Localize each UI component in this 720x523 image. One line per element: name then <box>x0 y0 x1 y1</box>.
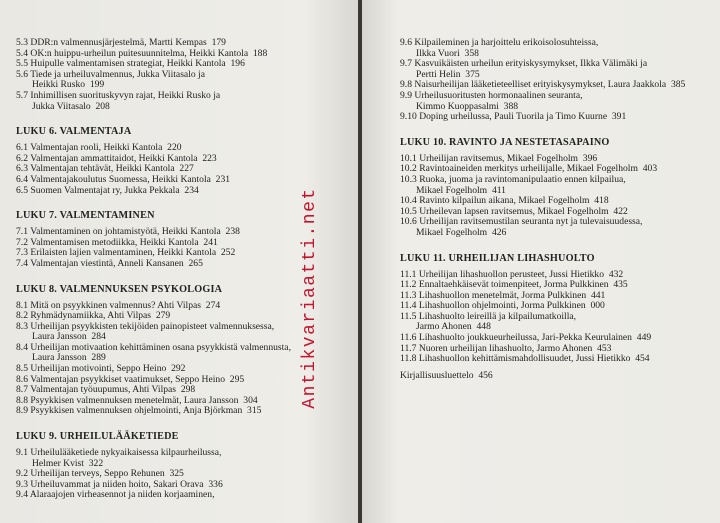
toc-entry-continuation: Mikael Fogelholm 411 <box>416 184 506 196</box>
toc-entry: 9.10 Doping urheilussa, Pauli Tuorila ja Timo Kuurne 391 <box>400 111 627 123</box>
toc-entry: 5.4 OK:n huippu-urheilun puitesuunnitelma, Heikki Kantola 188 <box>16 47 268 59</box>
toc-entry: 9.1 Urheilulääketiede nykyaikaisessa kilpaurheilussa, <box>16 447 222 459</box>
toc-entry: 9.7 Kasvuikäisten urheilun erityiskysymykset, Ilkka Välimäki ja <box>400 58 648 70</box>
toc-entry: 11.4 Lihashuollon ohjelmointi, Jorma Pulkkinen 000 <box>400 300 605 312</box>
toc-entry: 6.5 Suomen Valmentajat ry, Jukka Pekkala 234 <box>16 184 199 196</box>
toc-entry-continuation: Mikael Fogelholm 426 <box>416 226 507 238</box>
section-spacer <box>400 123 712 137</box>
toc-entry: 8.4 Urheilijan motivaation kehittäminen osana psyykkistä valmennusta, <box>16 341 291 353</box>
toc-entry: 11.6 Lihashuolto joukkueurheilussa, Jari-Pekka Keurulainen 449 <box>400 332 652 344</box>
toc-entry-continuation: Pertti Helin 375 <box>416 68 480 80</box>
toc-entry: 10.6 Urheilijan ravitsemustilan seuranta nyt ja tulevaisuudessa, <box>400 216 643 228</box>
toc-entry-continuation: Ilkka Vuori 358 <box>416 47 479 59</box>
toc-entry: 11.5 Lihashuolto leireillä ja kilpailumatkoilla, <box>400 310 577 322</box>
toc-entry: 11.7 Nuoren urheilijan lihashuolto, Jarmo Ahonen 453 <box>400 342 612 354</box>
toc-entry: 7.4 Valmentajan viestintä, Anneli Kansanen 265 <box>16 257 203 269</box>
toc-entry-continuation: Laura Jansson 284 <box>32 331 106 343</box>
toc-entry: 9.6 Kilpaileminen ja harjoittelu erikoisolosuhteissa, <box>400 37 599 48</box>
chapter-heading: LUKU 7. VALMENTAMINEN <box>16 210 155 222</box>
section-spacer <box>16 112 336 126</box>
toc-entry: 9.8 Naisurheilijan lääketieteelliset erityiskysymykset, Laura Jaakkola 385 <box>400 79 686 91</box>
toc-entry: 8.2 Ryhmädynamiikka, Ahti Vilpas 279 <box>16 310 171 322</box>
toc-right <box>400 38 712 381</box>
chapter-heading: LUKU 8. VALMENNUKSEN PSYKOLOGIA <box>16 283 223 295</box>
toc-entry: 11.1 Urheilijan lihashuollon perusteet, Jussi Hietikko 432 <box>400 268 624 280</box>
toc-entry-continuation: Heikki Rusko 199 <box>32 79 105 91</box>
toc-entry: 7.3 Erilaisten lajien valmentaminen, Heikki Kantola 252 <box>16 247 236 259</box>
toc-entry: 10.2 Ravintoaineiden merkitys urheilijalle, Mikael Fogelholm 403 <box>400 163 658 175</box>
toc-left <box>16 38 336 501</box>
toc-entry: 10.5 Urheilevan lapsen ravitsemus, Mikael Fogelholm 422 <box>400 205 628 217</box>
toc-entry: 10.1 Urheilijan ravitsemus, Mikael Fogelholm 396 <box>400 152 598 164</box>
right-page <box>362 0 720 523</box>
toc-entry-continuation: Jukka Viitasalo 208 <box>32 100 110 112</box>
toc-entry: 5.3 DDR:n valmennusjärjestelmä, Martti Kempas 179 <box>16 37 226 48</box>
watermark-text: Antikvariaatti.net <box>300 187 320 409</box>
toc-entry: 7.1 Valmentaminen on johtamistyötä, Heikki Kantola 238 <box>16 226 240 238</box>
toc-entry: 9.2 Urheilijan terveys, Seppo Rehunen 325 <box>16 468 184 480</box>
toc-entry: 6.3 Valmentajan tehtävät, Heikki Kantola 227 <box>16 163 194 175</box>
toc-entry-continuation: Kimmo Kuoppasalmi 388 <box>416 100 519 112</box>
toc-entry-continuation: Helmer Kvist 322 <box>32 457 104 469</box>
toc-entry: 6.1 Valmentajan rooli, Heikki Kantola 220 <box>16 142 182 154</box>
toc-entry: 9.4 Alaraajojen virheasennot ja niiden korjaaminen, <box>16 489 215 501</box>
bibliography-entry: Kirjallisuusluettelo 456 <box>400 369 493 381</box>
section-spacer <box>400 239 712 253</box>
toc-entry: 5.6 Tiede ja urheiluvalmennus, Jukka Viitasalo ja <box>16 68 205 80</box>
section-spacer <box>16 196 336 210</box>
toc-entry: 7.2 Valmentamisen metodiikka, Heikki Kantola 241 <box>16 236 218 248</box>
watermark-stamp <box>299 118 321 478</box>
toc-entry: 8.9 Psyykkisen valmennuksen ohjelmointi, Anja Björkman 315 <box>16 405 262 417</box>
chapter-heading: LUKU 6. VALMENTAJA <box>16 126 132 138</box>
section-spacer <box>16 417 336 431</box>
toc-entry: 5.7 Inhimillisen suorituskyvyn rajat, Heikki Rusko ja <box>16 89 221 101</box>
toc-entry: 8.8 Psyykkisen valmennuksen menetelmät, Laura Jansson 304 <box>16 394 258 406</box>
chapter-heading: LUKU 9. URHEILULÄÄKETIEDE <box>16 431 179 443</box>
toc-entry-continuation: Jarmo Ahonen 448 <box>416 321 491 333</box>
toc-entry: 9.3 Urheiluvammat ja niiden hoito, Sakari Orava 336 <box>16 478 223 490</box>
toc-entry: 8.3 Urheilijan psyykkisten tekijöiden painopisteet valmennuksessa, <box>16 320 275 332</box>
toc-entry: 10.3 Ruoka, juoma ja ravintomanipulaatio ennen kilpailua, <box>400 173 626 185</box>
section-spacer <box>16 270 336 284</box>
toc-entry: 11.3 Lihashuollon menetelmät, Jorma Pulkkinen 441 <box>400 289 606 301</box>
toc-entry: 8.7 Valmentajan työuupumus, Ahti Vilpas 298 <box>16 384 196 396</box>
toc-entry: 8.1 Mitä on psyykkinen valmennus? Ahti Vilpas 274 <box>16 299 221 311</box>
toc-entry: 6.4 Valmentajakoulutus Suomessa, Heikki Kantola 231 <box>16 173 231 185</box>
chapter-heading: LUKU 10. RAVINTO JA NESTETASAPAINO <box>400 136 610 148</box>
toc-entry: 11.8 Lihashuollon kehittämismahdollisuudet, Jussi Hietikko 454 <box>400 353 650 365</box>
toc-entry: 11.2 Ennaltaehkäisevät toimenpiteet, Jorma Pulkkinen 435 <box>400 279 628 291</box>
toc-entry: 9.9 Urheilusuoritusten hormonaalinen seuranta, <box>400 89 583 101</box>
toc-entry-continuation: Laura Jansson 289 <box>32 352 106 364</box>
toc-entry: 10.4 Ravinto kilpailun aikana, Mikael Fogelholm 418 <box>400 195 609 207</box>
toc-entry: 8.5 Urheilijan motivointi, Seppo Heino 292 <box>16 363 186 375</box>
chapter-heading: LUKU 11. URHEILIJAN LIHASHUOLTO <box>400 252 595 264</box>
toc-entry: 6.2 Valmentajan ammattitaidot, Heikki Kantola 223 <box>16 152 217 164</box>
toc-entry: 5.5 Huipulle valmentamisen strategiat, Heikki Kantola 196 <box>16 58 245 70</box>
toc-entry: 8.6 Valmentajan psyykkiset vaatimukset, Seppo Heino 295 <box>16 373 245 385</box>
